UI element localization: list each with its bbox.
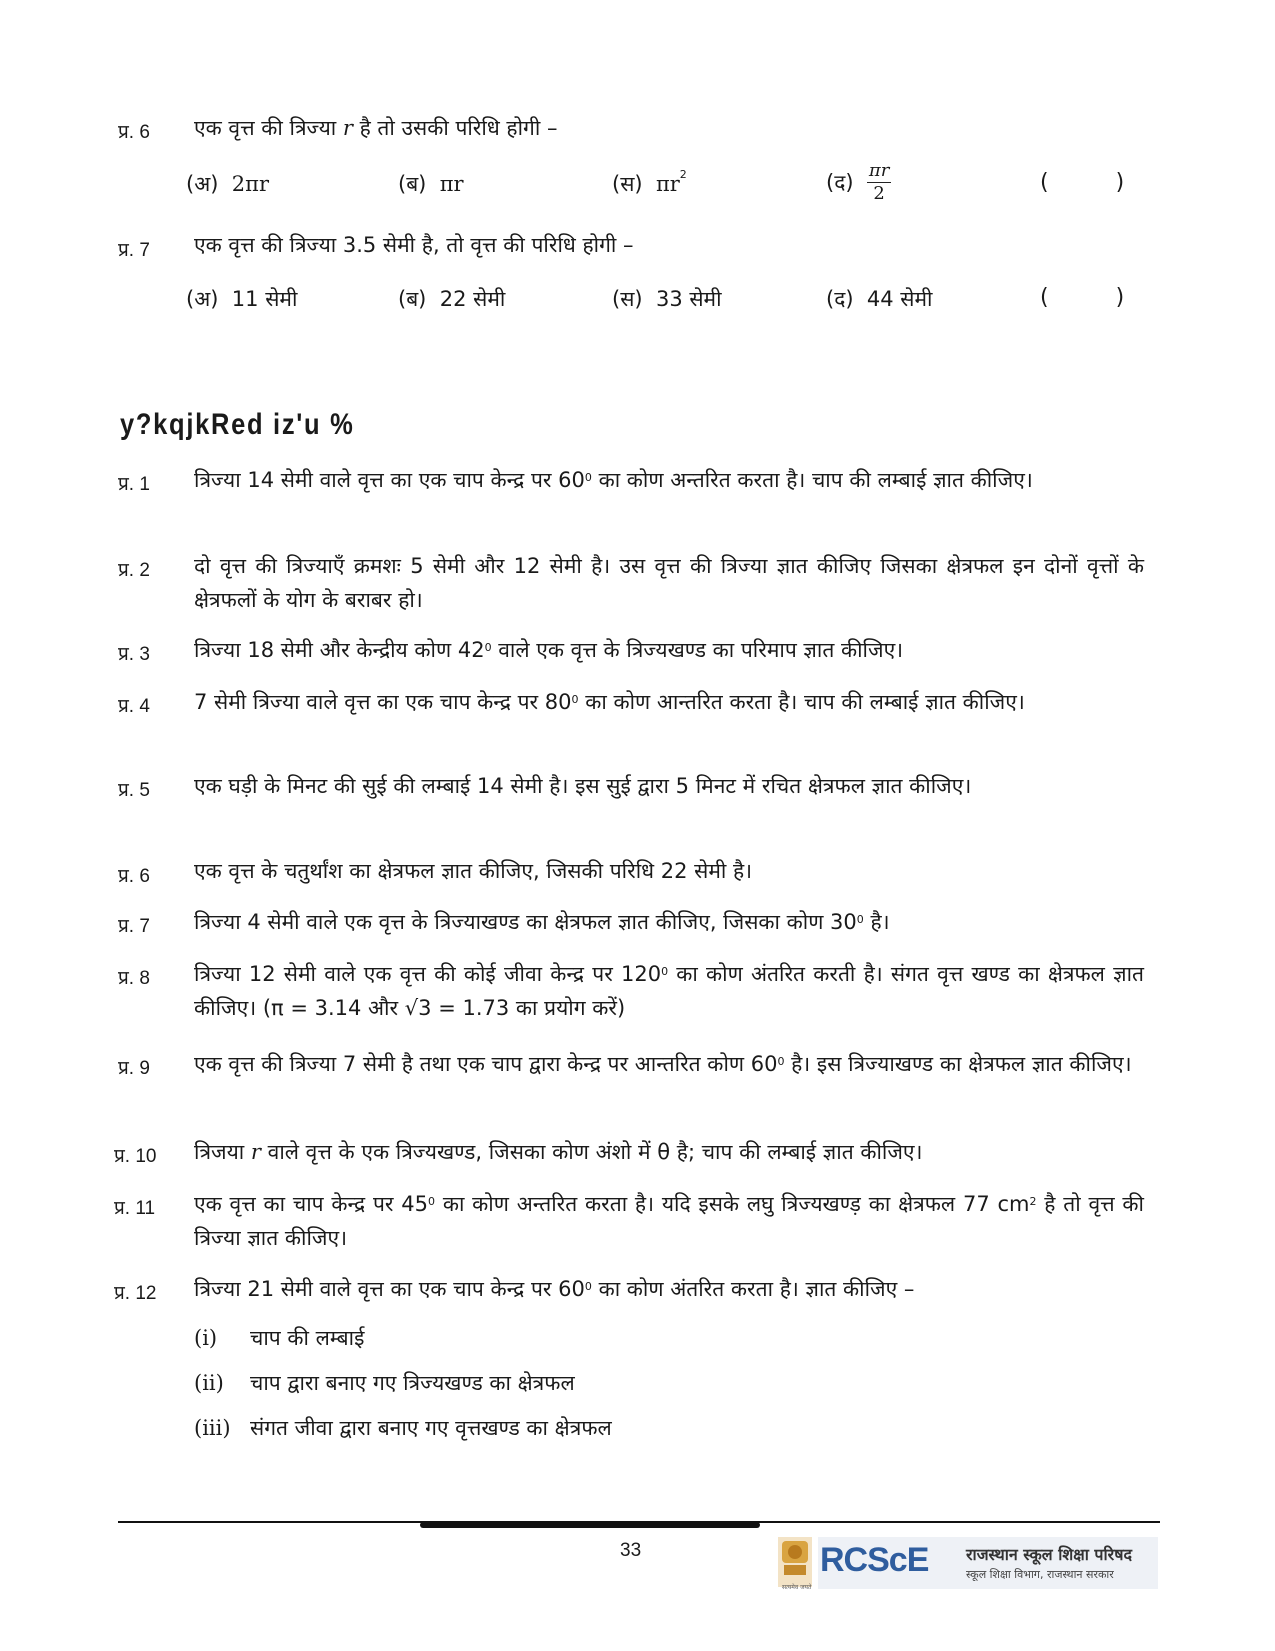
question-text: [194, 685, 1144, 719]
page-number: 33: [620, 1540, 642, 1561]
superscript: 0: [484, 641, 492, 654]
question-text: [194, 463, 1144, 497]
option-value: 33 सेमी: [655, 287, 722, 311]
org-subtitle: स्कूल शिक्षा विभाग, राजस्थान सरकार: [966, 1568, 1114, 1581]
question-number: प्र. 7: [118, 916, 150, 937]
section-title: y?kqjkRed iz'u %: [120, 408, 355, 441]
fraction-denominator: 2: [873, 183, 885, 204]
emblem-caption: सत्यमेव जयते: [782, 1584, 812, 1591]
question-text-part: त्रिज्या 12 सेमी वाले एक वृत्त की कोई जीवा केन्द्र पर 120: [194, 962, 662, 986]
question-text-part: एक घड़ी के मिनट की सुई की लम्बाई 14 सेमी है। इस सुई द्वारा 5 मिनट में रचित क्षेत्रफल ज्ञात कीजिए।: [194, 774, 972, 798]
question-text: [194, 633, 1144, 667]
question-text-part: त्रिज्या 4 सेमी वाले एक वृत्त के त्रिज्याखण्ड का क्षेत्रफल ज्ञात कीजिए, जिसका कोण 30: [194, 910, 857, 934]
option-label: (स): [612, 172, 643, 196]
question-text-part: दो वृत्त की त्रिज्याएँ क्रमशः 5 सेमी और 12 सेमी है। उस वृत्त की त्रिज्या ज्ञात कीजिए जिसका क्षेत्रफल इन दोनों वृत्तों के क्षेत्रफलों के योग के बराबर हो।: [194, 554, 1144, 612]
question-text: [194, 549, 1144, 617]
option-value: 44 सेमी: [866, 287, 933, 311]
option-value: 11 सेमी: [231, 287, 298, 311]
fraction: [867, 160, 891, 205]
option-d: [826, 285, 933, 313]
question-text-part: 7 सेमी त्रिज्या वाले वृत्त का एक चाप केन्द्र पर 80: [194, 690, 572, 714]
question-text-part: त्रिज्या 14 सेमी वाले वृत्त का एक चाप केन्द्र पर 60: [194, 468, 585, 492]
sub-item-text: चाप द्वारा बनाए गए त्रिज्यखण्ड का क्षेत्रफल: [250, 1371, 575, 1395]
math-variable: r: [250, 1140, 261, 1164]
option-value: πr: [439, 172, 464, 196]
question-text: [194, 1135, 1144, 1169]
question-number: प्र. 5: [118, 780, 150, 801]
superscript: 2: [1029, 1195, 1037, 1208]
logo-text: RCScE: [820, 1541, 929, 1579]
question-text-part: का कोण अंतरित करती है। संगत वृत्त खण्ड का क्षेत्रफल ज्ञात कीजिए। (π = 3.14 और √3 = 1.73 का प्रयोग करें): [194, 962, 1144, 1020]
answer-box: ( ): [1040, 285, 1155, 310]
question-text: [194, 905, 1144, 939]
rcsce-logo: [778, 1535, 1158, 1595]
sub-item-label: (ii): [194, 1371, 224, 1395]
option-c: [612, 170, 687, 198]
question-text: [194, 111, 1144, 145]
option-b: [398, 170, 464, 198]
question-number: प्र. 10: [114, 1146, 157, 1167]
question-text-part: है तो वृत्त की त्रिज्या ज्ञात कीजिए।: [194, 1192, 1144, 1250]
superscript: 0: [428, 1195, 436, 1208]
question-number: प्र. 4: [118, 696, 150, 717]
question-number: प्र. 12: [114, 1283, 157, 1304]
option-b: [398, 285, 505, 313]
option-label: (द): [826, 287, 854, 311]
question-text-part: का कोण अन्तरित करता है। चाप की लम्बाई ज्ञात कीजिए।: [591, 468, 1033, 492]
option-value: 2πr: [231, 172, 269, 196]
superscript: 0: [661, 965, 669, 978]
sub-item: [194, 1414, 612, 1442]
question-text-part: वाले वृत्त के एक त्रिज्यखण्ड, जिसका कोण अंशो में θ है; चाप की लम्बाई ज्ञात कीजिए।: [260, 1140, 923, 1164]
question-text-part: का कोण आन्तरित करता है। चाप की लम्बाई ज्ञात कीजिए।: [578, 690, 1025, 714]
question-text: एक वृत्त की त्रिज्या 3.5 सेमी है, तो वृत्त की परिधि होगी –: [194, 233, 634, 257]
question-text-part: का कोण अन्तरित करता है। यदि इसके लघु त्रिज्यखण्ड़ का क्षेत्रफल 77 cm: [435, 1192, 1030, 1216]
question-number: प्र. 6: [118, 866, 150, 887]
question-text: [194, 1047, 1144, 1081]
question-number: प्र. 1: [118, 474, 150, 495]
sub-item-text: चाप की लम्बाई: [250, 1326, 365, 1350]
question-text-part: एक वृत्त की त्रिज्या: [194, 116, 343, 140]
fraction-numerator: πr: [868, 160, 890, 181]
option-d: [826, 160, 891, 205]
question-number: प्र. 11: [114, 1198, 156, 1219]
superscript: 0: [856, 913, 864, 926]
question-text: [194, 957, 1144, 1025]
question-text: [194, 769, 1144, 803]
option-label: (अ): [186, 172, 219, 196]
answer-box: ( ): [1040, 170, 1155, 195]
option-a: [186, 170, 269, 198]
option-label: (ब): [398, 287, 427, 311]
option-c: [612, 285, 722, 313]
option-label: (स): [612, 287, 643, 311]
superscript: 2: [679, 168, 687, 181]
option-value: πr: [655, 172, 680, 196]
option-value: 22 सेमी: [439, 287, 506, 311]
footer-divider-accent: [420, 1522, 760, 1528]
question-text-part: है तो उसकी परिधि होगी –: [352, 116, 558, 140]
option-label: (अ): [186, 287, 219, 311]
question-number: प्र. 3: [118, 644, 150, 665]
question-number: प्र. 6: [118, 122, 150, 143]
question-text-part: है।: [863, 910, 890, 934]
sub-item-text: संगत जीवा द्वारा बनाए गए वृत्तखण्ड का क्षेत्रफल: [250, 1416, 612, 1440]
sub-item: [194, 1324, 364, 1352]
question-text-part: एक वृत्त की त्रिज्या 7 सेमी है तथा एक चाप द्वारा केन्द्र पर आन्तरित कोण 60: [194, 1052, 778, 1076]
superscript: 0: [571, 693, 579, 706]
sub-item-label: (iii): [194, 1416, 231, 1440]
sub-item: [194, 1369, 575, 1397]
question-text-part: है। इस त्रिज्याखण्ड का क्षेत्रफल ज्ञात कीजिए।: [784, 1052, 1132, 1076]
superscript: 0: [584, 1280, 592, 1293]
option-label: (ब): [398, 172, 427, 196]
question-number: प्र. 2: [118, 560, 150, 581]
sub-item-label: (i): [194, 1326, 218, 1350]
question-text-part: का कोण अंतरित करता है। ज्ञात कीजिए –: [591, 1277, 915, 1301]
question-text: [194, 854, 1144, 888]
org-name: राजस्थान स्कूल शिक्षा परिषद: [966, 1545, 1132, 1564]
question-text: [194, 1187, 1144, 1255]
question-number: प्र. 7: [118, 240, 150, 261]
question-text-part: एक वृत्त के चतुर्थांश का क्षेत्रफल ज्ञात कीजिए, जिसकी परिधि 22 सेमी है।: [194, 859, 753, 883]
question-number: प्र. 8: [118, 968, 150, 989]
question-text-part: एक वृत्त का चाप केन्द्र पर 45: [194, 1192, 429, 1216]
question-text: [194, 1272, 1144, 1306]
question-text-part: त्रिज्या 21 सेमी वाले वृत्त का एक चाप केन्द्र पर 60: [194, 1277, 585, 1301]
question-text-part: वाले एक वृत्त के त्रिज्यखण्ड का परिमाप ज्ञात कीजिए।: [491, 638, 904, 662]
option-label: (द): [826, 170, 854, 195]
superscript: 0: [584, 471, 592, 484]
question-text-part: त्रिज्या 18 सेमी और केन्द्रीय कोण 42: [194, 638, 485, 662]
superscript: 0: [777, 1055, 785, 1068]
question-number: प्र. 9: [118, 1058, 150, 1079]
math-variable: r: [342, 116, 353, 140]
option-a: [186, 285, 297, 313]
question-text-part: त्रिजया: [194, 1140, 251, 1164]
